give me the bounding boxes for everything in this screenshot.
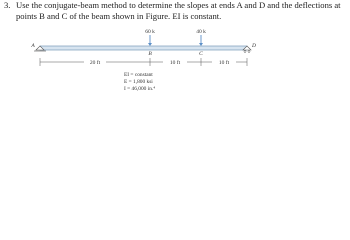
span-label-ab: 20 ft — [89, 60, 101, 66]
point-label-d: D — [252, 43, 256, 49]
point-label-a: A — [31, 43, 35, 49]
load-arrow-c — [199, 35, 203, 46]
point-label-b: B — [148, 51, 152, 57]
inertia-label: I = 46,000 in.⁴ — [124, 86, 156, 92]
beam-figure — [0, 0, 350, 99]
question-text: Use the conjugate-beam method to determine the slopes at ends A and D and the deflections at points B and C of the beam shown in Figure. EI is constant. — [16, 0, 341, 21]
span-label-cd: 10 ft — [218, 60, 230, 66]
question-number: 3. — [4, 0, 11, 10]
load-label-b: 60 k — [145, 29, 155, 35]
modulus-label: E = 1,800 ksi — [124, 79, 153, 85]
load-label-c: 40 k — [196, 29, 206, 35]
beam — [40, 46, 247, 50]
span-label-bc: 10 ft — [169, 60, 181, 66]
point-label-c: C — [199, 51, 203, 57]
ei-constant-label: EI = constant — [124, 72, 153, 78]
load-arrow-b — [148, 35, 152, 46]
